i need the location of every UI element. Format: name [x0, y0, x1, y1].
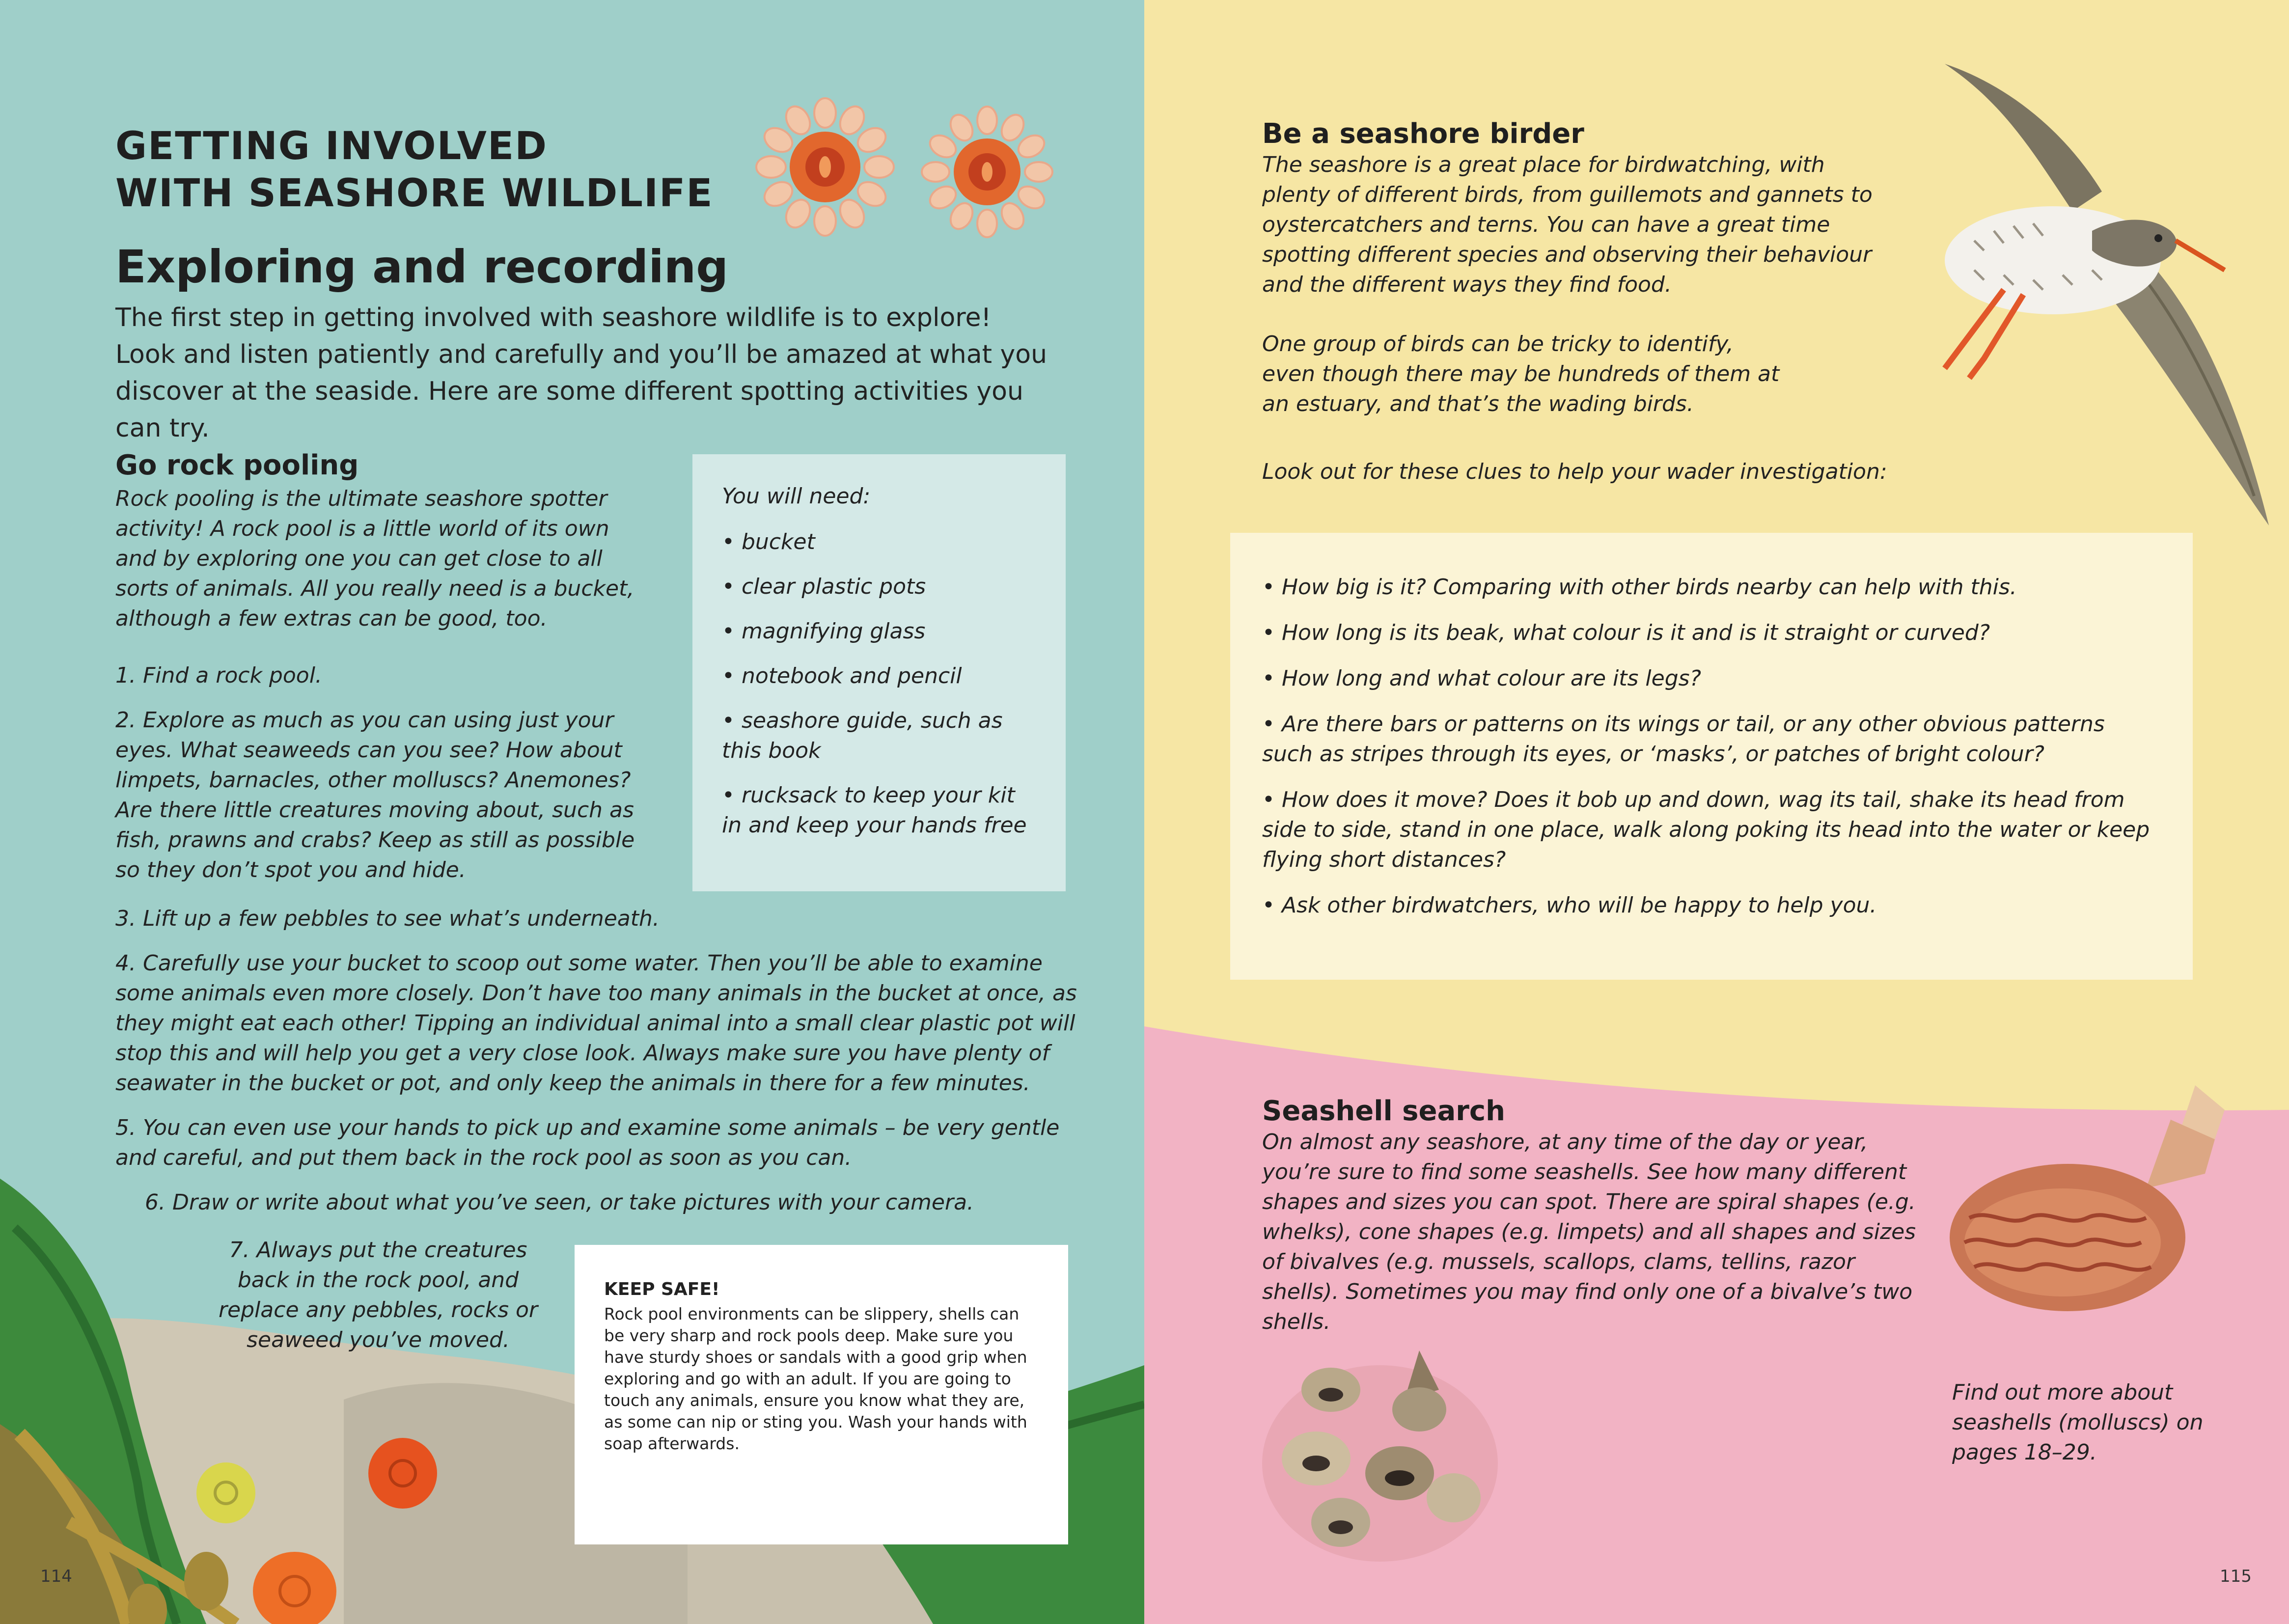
step-item: 3. Lift up a few pebbles to see what’s underneath.: [115, 906, 660, 931]
step-item: 2. Explore as much as you can using just your eyes. What seaweeds can you see? How about limpets, barnacles, other molluscs? Anemones? Are there little creatures moving about, such as fish, prawns and crabs? Keep as still as possible so they don’t spot you and hide.: [115, 708, 635, 882]
birder-para-3: Look out for these clues to help your wader investigation:: [1262, 459, 1887, 484]
page-number-left: 114: [40, 1567, 72, 1586]
clue-item: • Ask other birdwatchers, who will be happy to help you.: [1262, 893, 1877, 918]
clue-item: • How long and what colour are its legs?: [1262, 666, 1701, 691]
clue-item: • How does it move? Does it bob up and down, wag its tail, shake its head from side to side, stand in one place, walk along poking its head into the water or keep flying short distances?: [1262, 787, 2150, 872]
list-item: • rucksack to keep your kit in and keep your hands free: [722, 783, 1027, 838]
step-item: 5. You can even use your hands to pick up and examine some animals – be very gentle and careful, and put them back in the rock pool as soon as you can.: [115, 1115, 1060, 1170]
list-item: • seashore guide, such as this book: [722, 708, 1003, 763]
section-heading: Exploring and recording: [115, 241, 729, 293]
list-item: • bucket: [722, 529, 815, 554]
right-page: [1144, 0, 2289, 1624]
step-seven: 7. Always put the creatures back in the rock pool, and replace any pebbles, rocks or seaweed you’ve moved.: [218, 1238, 538, 1352]
step-item: 4. Carefully use your bucket to scoop out some water. Then you’ll be able to examine some animals even more closely. Don’t have too many animals in the bucket at once, as they might eat each other! Tipping an individual animal into a small clear plastic pot will stop this and will help you get a very close look. Always make sure you have plenty of seawater in the bucket or pot, and only keep the animals in there for a few minutes.: [115, 951, 1077, 1096]
sea-anemone-illustration: [751, 93, 1076, 241]
step-item: 1. Find a rock pool.: [115, 663, 322, 688]
title-line-1: GETTING INVOLVED: [115, 124, 548, 168]
intro-paragraph: The first step in getting involved with seashore wildlife is to explore! Look and listen patiently and carefully and you’ll be amazed at what you discover at the seaside. Here are some different spotting activities you can try.: [115, 303, 1048, 443]
keep-safe-text: Rock pool environments can be slippery, shells can be very sharp and rock pools deep. Make sure you have sturdy shoes or sandals with a good grip when exploring and go with an adult. If you are going to touch any animals, ensure you know what they are, as some can nip or sting you. Wash your hands with soap afterwards.: [604, 1304, 1027, 1453]
seashell-heading: Seashell search: [1262, 1095, 1505, 1127]
title-line-2: WITH SEASHORE WILDLIFE: [115, 171, 714, 216]
clues-box: [1230, 533, 2193, 980]
find-out-more-text: Find out more about seashells (molluscs) on pages 18–29.: [1952, 1380, 2204, 1465]
steps-block-narrow: [115, 661, 665, 900]
list-item: • clear plastic pots: [722, 574, 926, 599]
clue-item: • Are there bars or patterns on its wings or tail, or any other obvious patterns such as stripes through its eyes, or ‘masks’, or patches of bright colour?: [1262, 712, 2105, 767]
clue-item: • How long is its beak, what colour is it and is it straight or curved?: [1262, 620, 1990, 645]
birder-para-2: One group of birds can be tricky to identify, even though there may be hundreds of them at an estuary, and that’s the wading birds.: [1262, 331, 1780, 416]
page-number-right: 115: [2220, 1567, 2252, 1586]
left-page: [0, 0, 1144, 1624]
step-item: 6. Draw or write about what you’ve seen, or take pictures with your camera.: [145, 1190, 974, 1215]
page-title: [115, 123, 714, 217]
you-will-need-list: [722, 527, 1036, 840]
rock-pooling-text: Rock pooling is the ultimate seashore spotter activity! A rock pool is a little world of its own and by exploring one you can get close to all sorts of animals. All you really need is a bucket, although a few extras can be good, too.: [115, 486, 634, 631]
rock-pooling-heading: Go rock pooling: [115, 449, 359, 481]
list-item: • magnifying glass: [722, 619, 926, 644]
keep-safe-box: [575, 1245, 1068, 1544]
birder-heading: Be a seashore birder: [1262, 118, 1584, 150]
you-will-need-box: [692, 454, 1066, 891]
seashell-text: On almost any seashore, at any time of the day or year, you’re sure to find some seashells. See how many different shapes and sizes you can spot. There are spiral shapes (e.g. whelks), cone shapes (e.g. limpets) and all shapes and sizes of bivalves (e.g. mussels, scallops, clams, tellins, razor shells). Sometimes you may find only one of a bivalve’s two shells.: [1262, 1129, 1916, 1334]
list-item: • notebook and pencil: [722, 663, 962, 688]
you-will-need-heading: You will need:: [722, 484, 871, 509]
periwinkle-shells-illustration: [1257, 1336, 1513, 1571]
keep-safe-title: KEEP SAFE!: [604, 1279, 720, 1299]
whelk-shell-illustration: [1940, 1071, 2244, 1316]
birder-para-1: The seashore is a great place for birdwatching, with plenty of different birds, from guillemots and gannets to oystercatchers and terns. You can have a great time spotting different species and observing their behaviour and the different ways they find food.: [1262, 152, 1873, 297]
clue-item: • How big is it? Comparing with other birds nearby can help with this.: [1262, 575, 2017, 600]
